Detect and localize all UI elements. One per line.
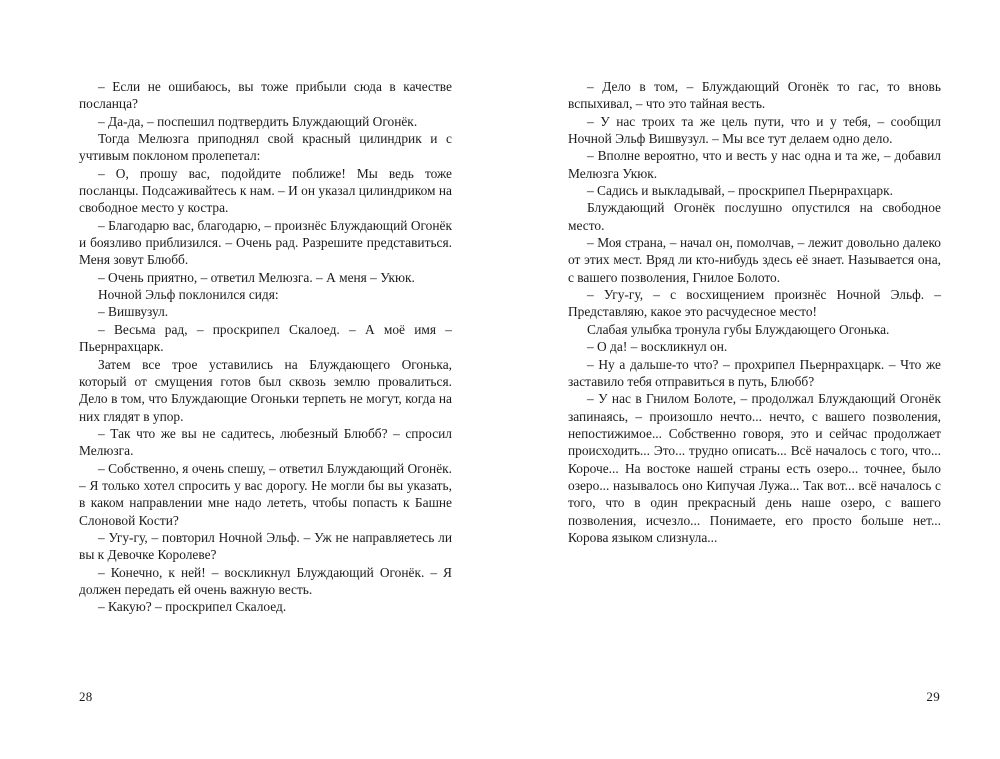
paragraph: – Собственно, я очень спешу, – ответил Блуждающий Огонёк. – Я только хотел спросить у вас дорогу. Не могли бы вы указать, в каком направлении мне надо лететь, чтобы попасть к Башне Слоновой Кости? (79, 460, 452, 528)
paragraph: – Конечно, к ней! – воскликнул Блуждающий Огонёк. – Я должен передать ей очень важную весть. (79, 564, 452, 597)
paragraph: – Благодарю вас, благодарю, – произнёс Блуждающий Огонёк и боязливо приблизился. – Очень рад. Разрешите представиться. Меня зовут Блюбб. (79, 217, 452, 268)
paragraph: – Моя страна, – начал он, помолчав, – лежит довольно далеко от этих мест. Вряд ли кто-нибудь здесь её знает. Называется она, с вашего позволения, Гнилое Болото. (568, 235, 941, 285)
paragraph: – Ну а дальше-то что? – прохрипел Пьернрахцарк. – Что же заставило тебя отправиться в путь, Блюбб? (568, 356, 941, 389)
paragraph: Ночной Эльф поклонился сидя: (98, 287, 279, 303)
paragraph: – Да-да, – поспешил подтвердить Блуждающий Огонёк. (98, 113, 418, 129)
paragraph: – У нас в Гнилом Болоте, – продолжал Блуждающий Огонёк запинаясь, – произошло нечто... нечто, с вашего позволения, непостижимое... Собственно говоря, это и сейчас продолжает происходить... Это... трудно описать... Всё началось с того, что... Короче... На востоке нашей страны есть озеро... точнее, было озеро... называлось оно Кипучая Лужа... Так вот... всё началось с того, что в один прекрасный день наше озеро, с вашего позволения, исчезло... Понимаете, его просто больше нет... Корова языком слизнула... (568, 391, 941, 545)
paragraph: – Очень приятно, – ответил Мелюзга. – А меня – Укюк. (98, 269, 415, 285)
paragraph: – О, прошу вас, подойдите поближе! Мы ведь тоже посланцы. Подсаживайтесь к нам. – И он указал цилиндриком на свободное место у костра. (79, 165, 452, 216)
paragraph: – Садись и выкладывай, – проскрипел Пьернрахцарк. (587, 183, 893, 199)
paragraph: – Если не ошибаюсь, вы тоже прибыли сюда в качестве посланца? (79, 79, 452, 112)
page-number-right: 29 (926, 689, 940, 704)
right-page-textblock (568, 78, 941, 546)
paragraph: – Какую? – проскрипел Скалоед. (98, 599, 287, 615)
paragraph: Затем все трое уставились на Блуждающего Огонька, который от смущения готов был сквозь землю провалиться. Дело в том, что Блуждающие Огоньки терпеть не могут, когда на них глядят в упор. (79, 356, 452, 424)
paragraph: – Угу-гу, – с восхищением произнёс Ночной Эльф. – Представляю, какое это расчудесное место! (568, 287, 941, 320)
paragraph: – Вполне вероятно, что и весть у нас одна и та же, – добавил Мелюзга Укюк. (568, 148, 941, 181)
paragraph: – Угу-гу, – повторил Ночной Эльф. – Уж не направляетесь ли вы к Девочке Королеве? (79, 529, 452, 563)
paragraph: – У нас троих та же цель пути, что и у тебя, – сообщил Ночной Эльф Вишвузул. – Мы все тут делаем одно дело. (568, 113, 941, 147)
paragraph: – Вишвузул. (98, 304, 169, 320)
paragraph: Слабая улыбка тронула губы Блуждающего Огонька. (587, 321, 890, 337)
page-number-left: 28 (79, 689, 93, 704)
left-page-textblock (79, 78, 452, 616)
paragraph: – О да! – воскликнул он. (587, 339, 728, 355)
paragraph: – Весьма рад, – проскрипел Скалоед. – А моё имя – Пьернрахцарк. (79, 321, 452, 355)
paragraph: Блуждающий Огонёк послушно опустился на свободное место. (568, 200, 941, 233)
paragraph: Тогда Мелюзга приподнял свой красный цилиндрик и с учтивым поклоном пролепетал: (79, 131, 452, 164)
paragraph: – Так что же вы не садитесь, любезный Блюбб? – спросил Мелюзга. (79, 425, 452, 459)
page-right (500, 0, 1000, 759)
paragraph: – Дело в том, – Блуждающий Огонёк то гас, то вновь вспыхивал, – что это тайная весть. (568, 79, 941, 112)
